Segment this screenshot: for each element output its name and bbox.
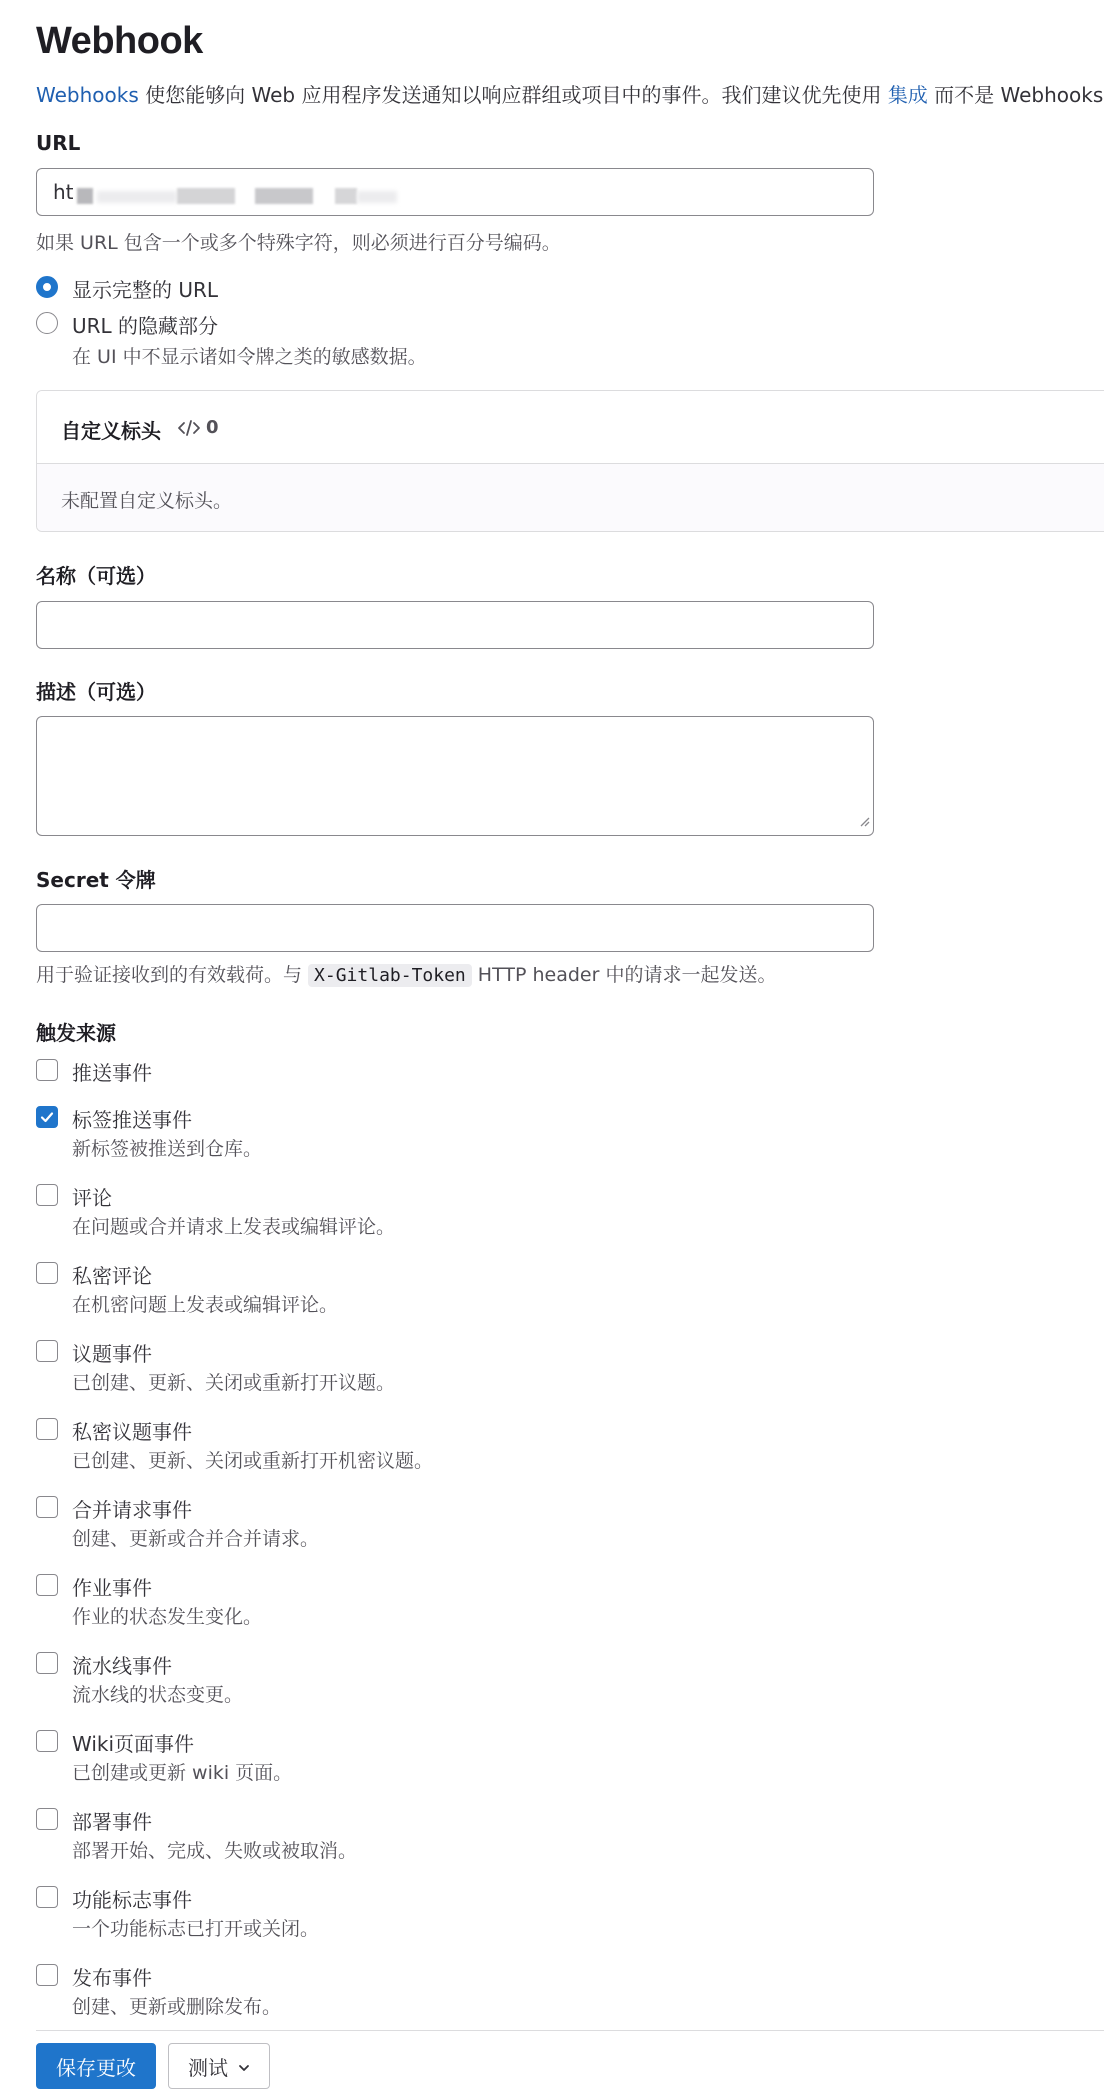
secret-help-after: HTTP header 中的请求一起发送。 bbox=[471, 964, 777, 986]
trigger-help: 在问题或合并请求上发表或编辑评论。 bbox=[72, 1216, 396, 1238]
secret-input[interactable] bbox=[36, 904, 874, 952]
check-icon bbox=[39, 1109, 55, 1125]
code-icon bbox=[177, 418, 201, 443]
description-label: 描述（可选） bbox=[36, 680, 156, 704]
resize-handle-icon[interactable] bbox=[858, 808, 870, 832]
webhooks-link[interactable]: Webhooks bbox=[36, 83, 139, 107]
custom-headers-title: 自定义标头 bbox=[61, 419, 161, 443]
trigger-checkbox[interactable] bbox=[36, 1964, 58, 1986]
trigger-help: 已创建或更新 wiki 页面。 bbox=[72, 1762, 293, 1784]
mask-url-radio[interactable] bbox=[36, 312, 58, 334]
trigger-label[interactable]: 推送事件 bbox=[72, 1061, 152, 1085]
secret-help-before: 用于验证接收到的有效载荷。与 bbox=[36, 964, 309, 986]
trigger-label[interactable]: 私密评论 bbox=[72, 1264, 152, 1288]
redacted-mark bbox=[77, 188, 93, 204]
chevron-down-icon bbox=[238, 2054, 250, 2078]
trigger-checkbox[interactable] bbox=[36, 1262, 58, 1284]
trigger-checkbox[interactable] bbox=[36, 1886, 58, 1908]
trigger-label[interactable]: 功能标志事件 bbox=[72, 1888, 192, 1912]
trigger-help: 流水线的状态变更。 bbox=[72, 1684, 244, 1706]
trigger-label[interactable]: 流水线事件 bbox=[72, 1654, 172, 1678]
secret-label: Secret 令牌 bbox=[36, 868, 156, 892]
custom-headers-card bbox=[36, 390, 1104, 532]
redacted-mark bbox=[357, 191, 397, 203]
intro-body: 使您能够向 Web 应用程序发送通知以响应群组或项目中的事件。我们建议优先使用 bbox=[138, 83, 888, 107]
trigger-checkbox[interactable] bbox=[36, 1574, 58, 1596]
trigger-checkbox[interactable] bbox=[36, 1106, 58, 1128]
trigger-help: 已创建、更新、关闭或重新打开议题。 bbox=[72, 1372, 396, 1394]
trigger-help: 创建、更新或删除发布。 bbox=[72, 1996, 282, 2018]
redacted-mark bbox=[97, 191, 177, 203]
trigger-checkbox[interactable] bbox=[36, 1184, 58, 1206]
trigger-label[interactable]: 评论 bbox=[72, 1186, 112, 1210]
page-title: Webhook bbox=[36, 20, 203, 62]
trigger-label[interactable]: 议题事件 bbox=[72, 1342, 152, 1366]
trigger-checkbox[interactable] bbox=[36, 1340, 58, 1362]
trigger-label[interactable]: 私密议题事件 bbox=[72, 1420, 192, 1444]
redacted-mark bbox=[255, 188, 313, 204]
trigger-checkbox[interactable] bbox=[36, 1808, 58, 1830]
trigger-label[interactable]: 合并请求事件 bbox=[72, 1498, 192, 1522]
trigger-checkbox[interactable] bbox=[36, 1496, 58, 1518]
test-dropdown-button[interactable] bbox=[168, 2043, 270, 2089]
url-help: 如果 URL 包含一个或多个特殊字符，则必须进行百分号编码。 bbox=[36, 232, 561, 254]
trigger-label[interactable]: 部署事件 bbox=[72, 1810, 152, 1834]
custom-headers-count: 0 bbox=[206, 417, 219, 438]
trigger-help: 作业的状态发生变化。 bbox=[72, 1606, 263, 1628]
trigger-label[interactable]: 标签推送事件 bbox=[72, 1108, 192, 1132]
trigger-help: 部署开始、完成、失败或被取消。 bbox=[72, 1840, 358, 1862]
intro-text bbox=[36, 79, 1103, 108]
url-label: URL bbox=[36, 131, 81, 155]
trigger-checkbox[interactable] bbox=[36, 1730, 58, 1752]
triggers-label: 触发来源 bbox=[36, 1021, 116, 1045]
show-full-url-radio[interactable] bbox=[36, 276, 58, 298]
name-label: 名称（可选） bbox=[36, 564, 156, 588]
redacted-mark bbox=[177, 188, 235, 204]
trigger-help: 在机密问题上发表或编辑评论。 bbox=[72, 1294, 339, 1316]
trigger-help: 创建、更新或合并合并请求。 bbox=[72, 1528, 320, 1550]
description-textarea[interactable] bbox=[36, 716, 874, 836]
trigger-label[interactable]: Wiki页面事件 bbox=[72, 1732, 195, 1756]
secret-help bbox=[36, 960, 776, 987]
mask-url-label[interactable]: URL 的隐藏部分 bbox=[72, 314, 219, 338]
trigger-help: 已创建、更新、关闭或重新打开机密议题。 bbox=[72, 1450, 434, 1472]
trigger-label[interactable]: 发布事件 bbox=[72, 1966, 152, 1990]
name-input[interactable] bbox=[36, 601, 874, 649]
secret-help-code: X-Gitlab-Token bbox=[308, 964, 472, 987]
redacted-mark bbox=[335, 188, 357, 204]
url-input[interactable] bbox=[36, 168, 874, 216]
save-button[interactable]: 保存更改 bbox=[36, 2043, 156, 2089]
custom-headers-header bbox=[37, 391, 1104, 464]
trigger-help: 一个功能标志已打开或关闭。 bbox=[72, 1918, 320, 1940]
intro-tail: 而不是 Webhooks bbox=[927, 83, 1104, 107]
trigger-checkbox[interactable] bbox=[36, 1059, 58, 1081]
trigger-checkbox[interactable] bbox=[36, 1418, 58, 1440]
show-full-url-label[interactable]: 显示完整的 URL bbox=[72, 278, 219, 302]
test-button-label: 测试 bbox=[188, 2055, 228, 2080]
custom-headers-empty: 未配置自定义标头。 bbox=[61, 490, 233, 512]
trigger-help: 新标签被推送到仓库。 bbox=[72, 1138, 263, 1160]
custom-headers-body bbox=[37, 464, 1104, 531]
mask-url-help: 在 UI 中不显示诸如令牌之类的敏感数据。 bbox=[72, 346, 427, 368]
trigger-label[interactable]: 作业事件 bbox=[72, 1576, 152, 1600]
url-input-value: ht bbox=[53, 180, 74, 204]
integrations-link[interactable]: 集成 bbox=[887, 83, 928, 107]
actions-divider bbox=[36, 2030, 1104, 2031]
trigger-checkbox[interactable] bbox=[36, 1652, 58, 1674]
